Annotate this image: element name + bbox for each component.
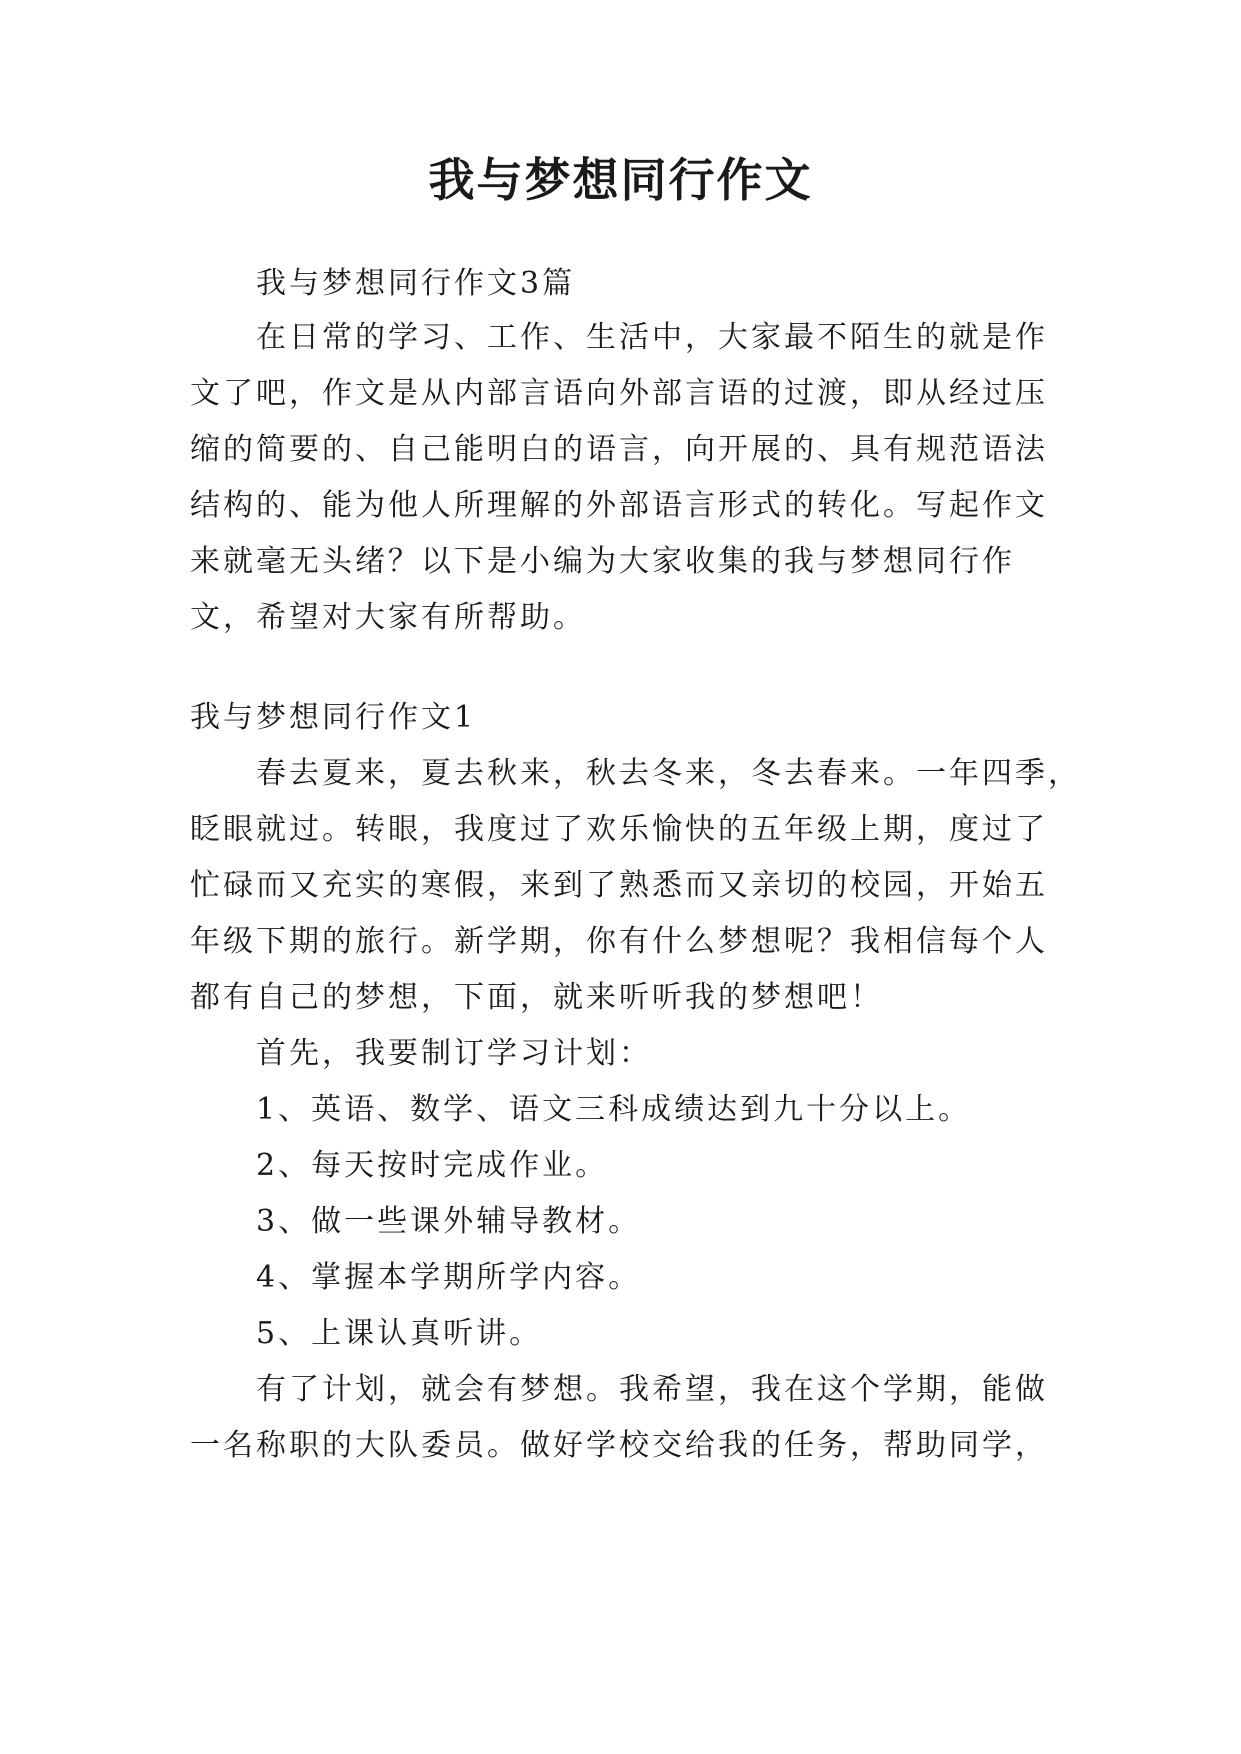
paragraph-line-5: 都有自己的梦想，下面，就来听听我的梦想吧！ bbox=[190, 980, 883, 1015]
document-title: 我与梦想同行作文 bbox=[428, 153, 813, 207]
plan-item-1: 1、英语、数学、语文三科成绩达到九十分以上。 bbox=[256, 1092, 972, 1127]
subtitle-line: 我与梦想同行作文3篇 bbox=[256, 266, 576, 301]
intro-line-5: 来就毫无头绪？以下是小编为大家收集的我与梦想同行作 bbox=[190, 544, 1015, 579]
closing-line-2: 一名称职的大队委员。做好学校交给我的任务，帮助同学， bbox=[190, 1428, 1048, 1463]
plan-item-5: 5、上课认真听讲。 bbox=[256, 1316, 543, 1351]
paragraph-line-4: 年级下期的旅行。新学期，你有什么梦想呢？我相信每个人 bbox=[190, 924, 1048, 959]
plan-item-4: 4、掌握本学期所学内容。 bbox=[256, 1260, 642, 1295]
closing-line-1: 有了计划，就会有梦想。我希望，我在这个学期，能做 bbox=[256, 1372, 1048, 1407]
plan-item-2: 2、每天按时完成作业。 bbox=[256, 1148, 609, 1183]
intro-line-1: 在日常的学习、工作、生活中，大家最不陌生的就是作 bbox=[256, 320, 1048, 355]
intro-line-4: 结构的、能为他人所理解的外部语言形式的转化。写起作文 bbox=[190, 488, 1048, 523]
paragraph-line-2: 眨眼就过。转眼，我度过了欢乐愉快的五年级上期，度过了 bbox=[190, 812, 1048, 847]
intro-line-2: 文了吧，作文是从内部言语向外部言语的过渡，即从经过压 bbox=[190, 376, 1048, 411]
paragraph-line-1: 春去夏来，夏去秋来，秋去冬来，冬去春来。一年四季， bbox=[256, 756, 1081, 791]
plan-item-3: 3、做一些课外辅导教材。 bbox=[256, 1204, 642, 1239]
section-heading: 我与梦想同行作文1 bbox=[190, 700, 477, 735]
plan-intro-line: 首先，我要制订学习计划： bbox=[256, 1036, 652, 1071]
paragraph-line-3: 忙碌而又充实的寒假，来到了熟悉而又亲切的校园，开始五 bbox=[190, 868, 1048, 903]
intro-line-3: 缩的简要的、自己能明白的语言，向开展的、具有规范语法 bbox=[190, 432, 1048, 467]
intro-line-6: 文，希望对大家有所帮助。 bbox=[190, 600, 586, 635]
